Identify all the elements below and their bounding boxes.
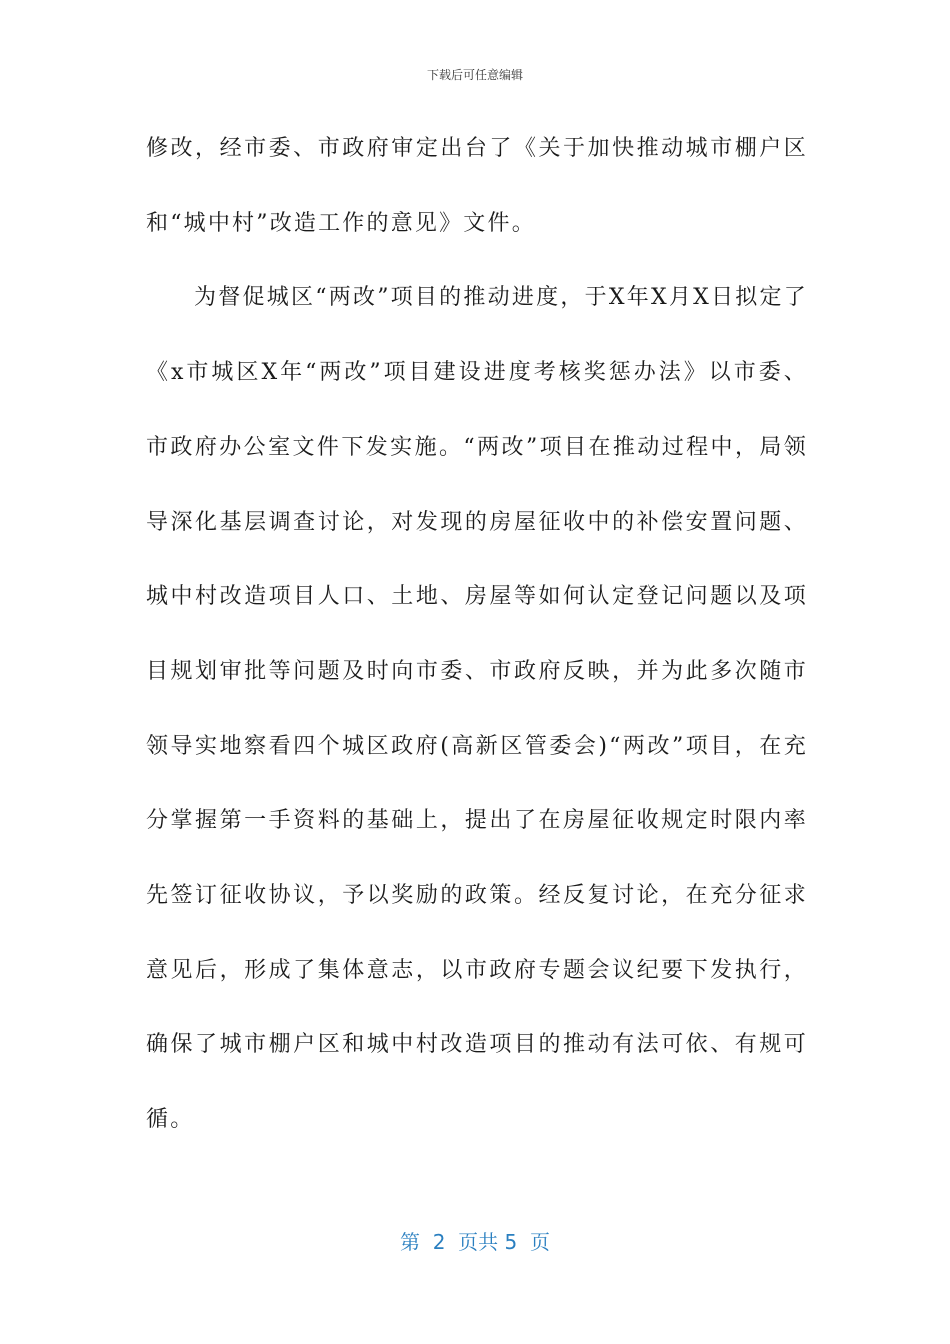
paragraph-main: 为督促城区“两改”项目的推动进度，于X年X月X日拟定了《x市城区X年“两改”项目建设进度考核奖惩办法》以市委、市政府办公室文件下发实施。“两改”项目在推动过程中，局领导深化基层调查讨论，对发现的房屋征收中的补偿安置问题、城中村改造项目人口、土地、房屋等如何认定登记问题以及项目规划审批等问题及时向市委、市政府反映，并为此多次随市领导实地察看四个城区政府(高新区管委会)“两改”项目，在充分掌握第一手资料的基础上，提出了在房屋征收规定时限内率先签订征收协议，予以奖励的政策。经反复讨论，在充分征求意见后，形成了集体意志，以市政府专题会议纪要下发执行，确保了城市棚户区和城中村改造项目的推动有法可依、有规可循。 xyxy=(146,285,808,1133)
paragraph-continuation: 修改，经市委、市政府审定出台了《关于加快推动城市棚户区和“城中村”改造工作的意见》文件。 xyxy=(146,136,808,236)
page-number-footer: 第 2 页共 5 页 xyxy=(400,1230,550,1254)
document-body xyxy=(146,112,808,1158)
header-note: 下载后可任意编辑 xyxy=(426,68,523,82)
